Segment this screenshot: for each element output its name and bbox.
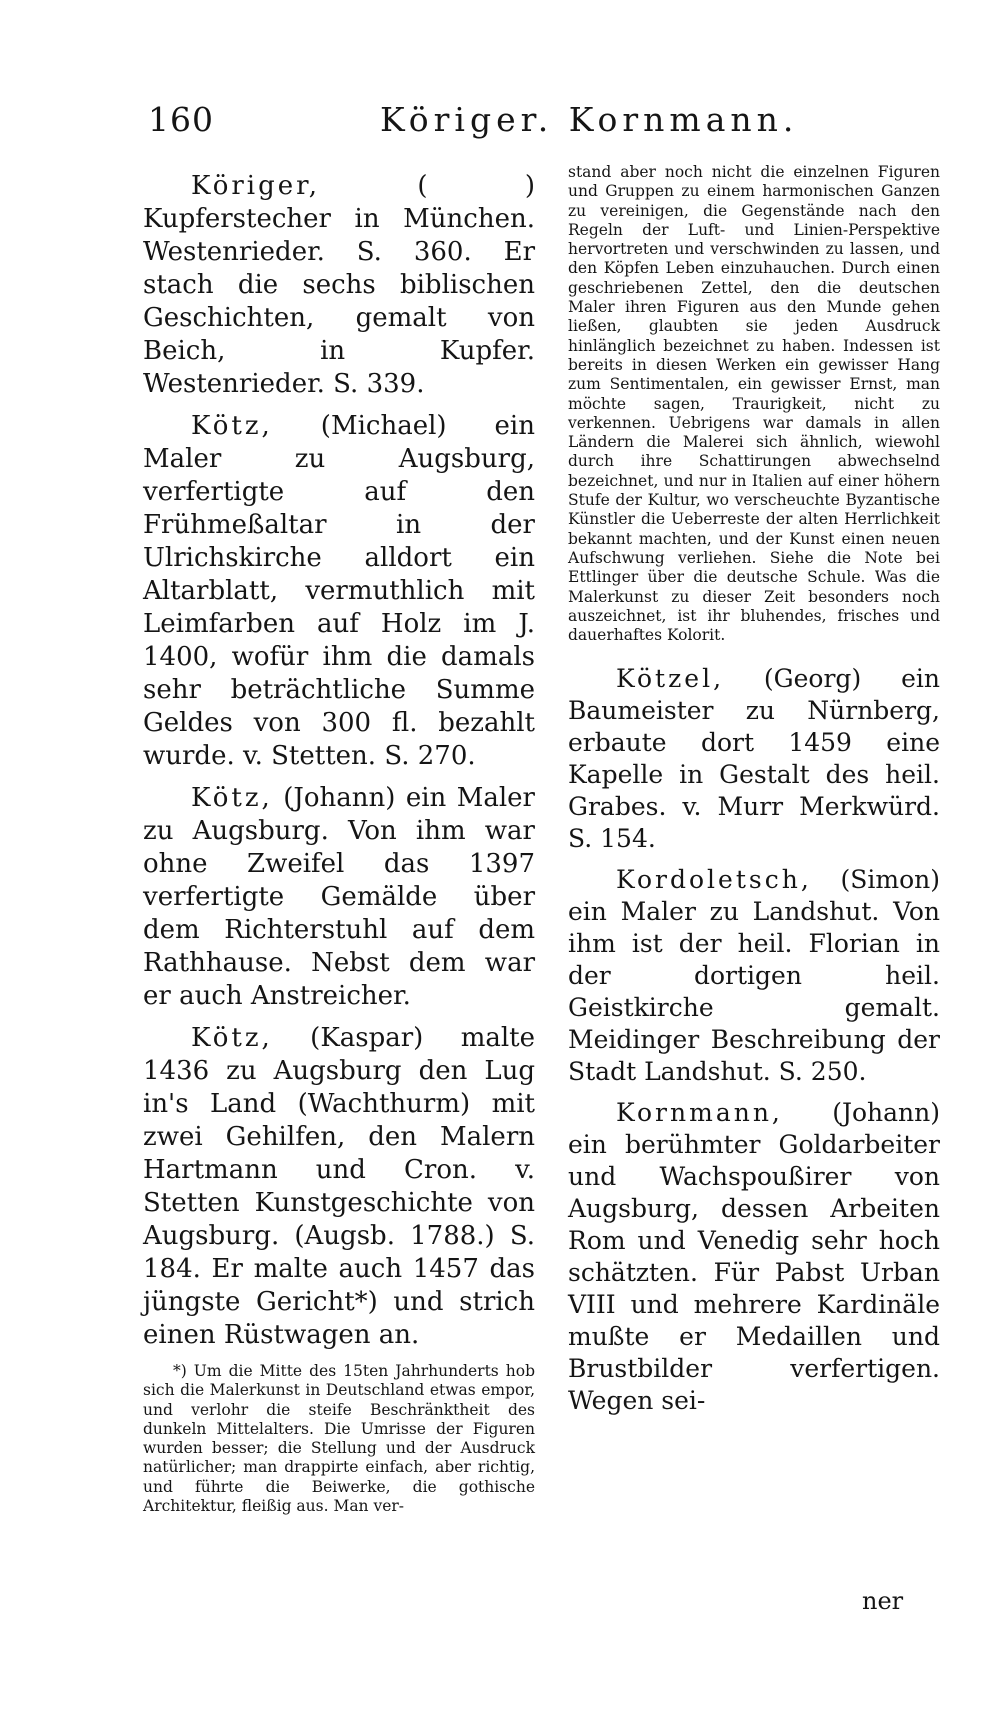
entry-lemma: Kordoletsch, — [616, 865, 812, 895]
entry-lemma: Kornmann, — [616, 1098, 783, 1128]
entry-text: (Michael) ein Maler zu Augsburg, verfertigte auf den Frühmeßaltar in der Ulrichskirche alldort ein Altarblatt, vermuthlich mit Leimfarben auf Holz im J. 1400, wofür ihm die damals sehr beträchtliche Summe Geldes von 300 fl. bezahlt wurde. v. Stetten. S. 270. — [143, 411, 535, 771]
entry-koetz-johann — [143, 782, 535, 1013]
entry-text: (Kaspar) malte 1436 zu Augsburg den Lug in's Land (Wachthurm) mit zwei Gehilfen, den Malern Hartmann und Cron. v. Stetten Kunstgeschichte von Augsburg. (Augsb. 1788.) S. 184. Er malte auch 1457 das jüngste Gericht*) und strich einen Rüstwagen an. — [143, 1023, 535, 1350]
entry-koetzel — [568, 663, 940, 855]
entry-lemma: Kötzel, — [616, 664, 725, 694]
footnote: *) Um die Mitte des 15ten Jahrhunderts hob sich die Malerkunst in Deutschland etwas empor, und verlohr die steife Beschränktheit des dunkeln Mittelalters. Die Umrisse der Figuren wurden besser; die Stellung und der Ausdruck natürlicher; man drappirte einfach, aber richtig, und führte die Beiwerke, die gothische Architektur, fleißig aus. Man ver- — [143, 1362, 535, 1516]
entry-lemma: Kötz, — [191, 1023, 273, 1053]
left-column — [143, 170, 535, 1516]
entry-text: (Georg) ein Baumeister zu Nürnberg, erbaute dort 1459 eine Kapelle in Gestalt des heil. Grabes. v. Murr Merkwürd. S. 154. — [568, 664, 940, 854]
entry-koetz-michael — [143, 410, 535, 773]
entry-koeriger — [143, 170, 535, 401]
entry-text: (Simon) ein Maler zu Landshut. Von ihm ist der heil. Florian in der dortigen heil. Geistkirche gemalt. Meidinger Beschreibung der Stadt Landshut. S. 250. — [568, 865, 940, 1087]
entry-lemma: Köriger, — [191, 171, 320, 201]
entry-text: (Johann) ein berühmter Goldarbeiter und Wachspoußirer von Augsburg, dessen Arbeiten Rom und Venedig sehr hoch schätzten. Für Pabst Urban VIII und mehrere Kardinäle mußte er Medaillen und Brustbilder verfertigen. Wegen sei- — [568, 1098, 940, 1416]
entry-koetz-kaspar — [143, 1022, 535, 1352]
entry-lemma: Kötz, — [191, 411, 273, 441]
catchword: ner — [862, 1587, 904, 1615]
footnote-continued: stand aber noch nicht die einzelnen Figuren und Gruppen zu einem harmonischen Ganzen zu vereinigen, die Gegenstände nach den Regeln der Luft- und Linien-Perspektive hervortreten und verschwinden zu lassen, und den Köpfen Leben einzuhauchen. Durch einen geschriebenen Zettel, den die deutschen Maler ihren Figuren aus den Munde gehen ließen, glaubten sie jeden Ausdruck hinlänglich bezeichnet zu haben. Indessen ist bereits in diesen Werken ein gewisser Hang zum Sentimentalen, ein gewisser Ernst, man möchte sagen, Traurigkeit, nicht zu verkennen. Uebrigens war damals in allen Ländern die Malerei sich ähnlich, wiewohl durch ihre Schattirungen abwechselnd bezeichnet, und nur in Italien auf einer höhern Stufe der Kultur, wo verscheuchte Byzantische Künstler die Ueberreste der alten Herrlichkeit bekannt machten, und der Kunst einen neuen Aufschwung verliehen. Siehe die Note bei Ettlinger über die deutsche Schule. Was die Malerkunst zu dieser Zeit besonders noch auszeichnet, ist ihr bluhendes, frisches und dauerhaftes Kolorit. — [568, 163, 940, 645]
page-number: 160 — [148, 100, 214, 139]
entry-lemma: Kötz, — [191, 783, 273, 813]
entry-text: (Johann) ein Maler zu Augsburg. Von ihm war ohne Zweifel das 1397 verfertigte Gemälde über dem Richterstuhl auf dem Rathhause. Nebst dem war er auch Anstreicher. — [143, 783, 535, 1011]
entry-text: ( ) Kupferstecher in München. Westenrieder. S. 360. Er stach die sechs biblischen Geschichten, gemalt von Beich, in Kupfer. Westenrieder. S. 339. — [143, 171, 535, 399]
right-column — [568, 163, 940, 1426]
page-header — [0, 100, 1000, 150]
entry-kornmann — [568, 1097, 940, 1417]
entry-kordoletsch — [568, 864, 940, 1088]
running-head: Köriger. Kornmann. — [380, 100, 799, 139]
